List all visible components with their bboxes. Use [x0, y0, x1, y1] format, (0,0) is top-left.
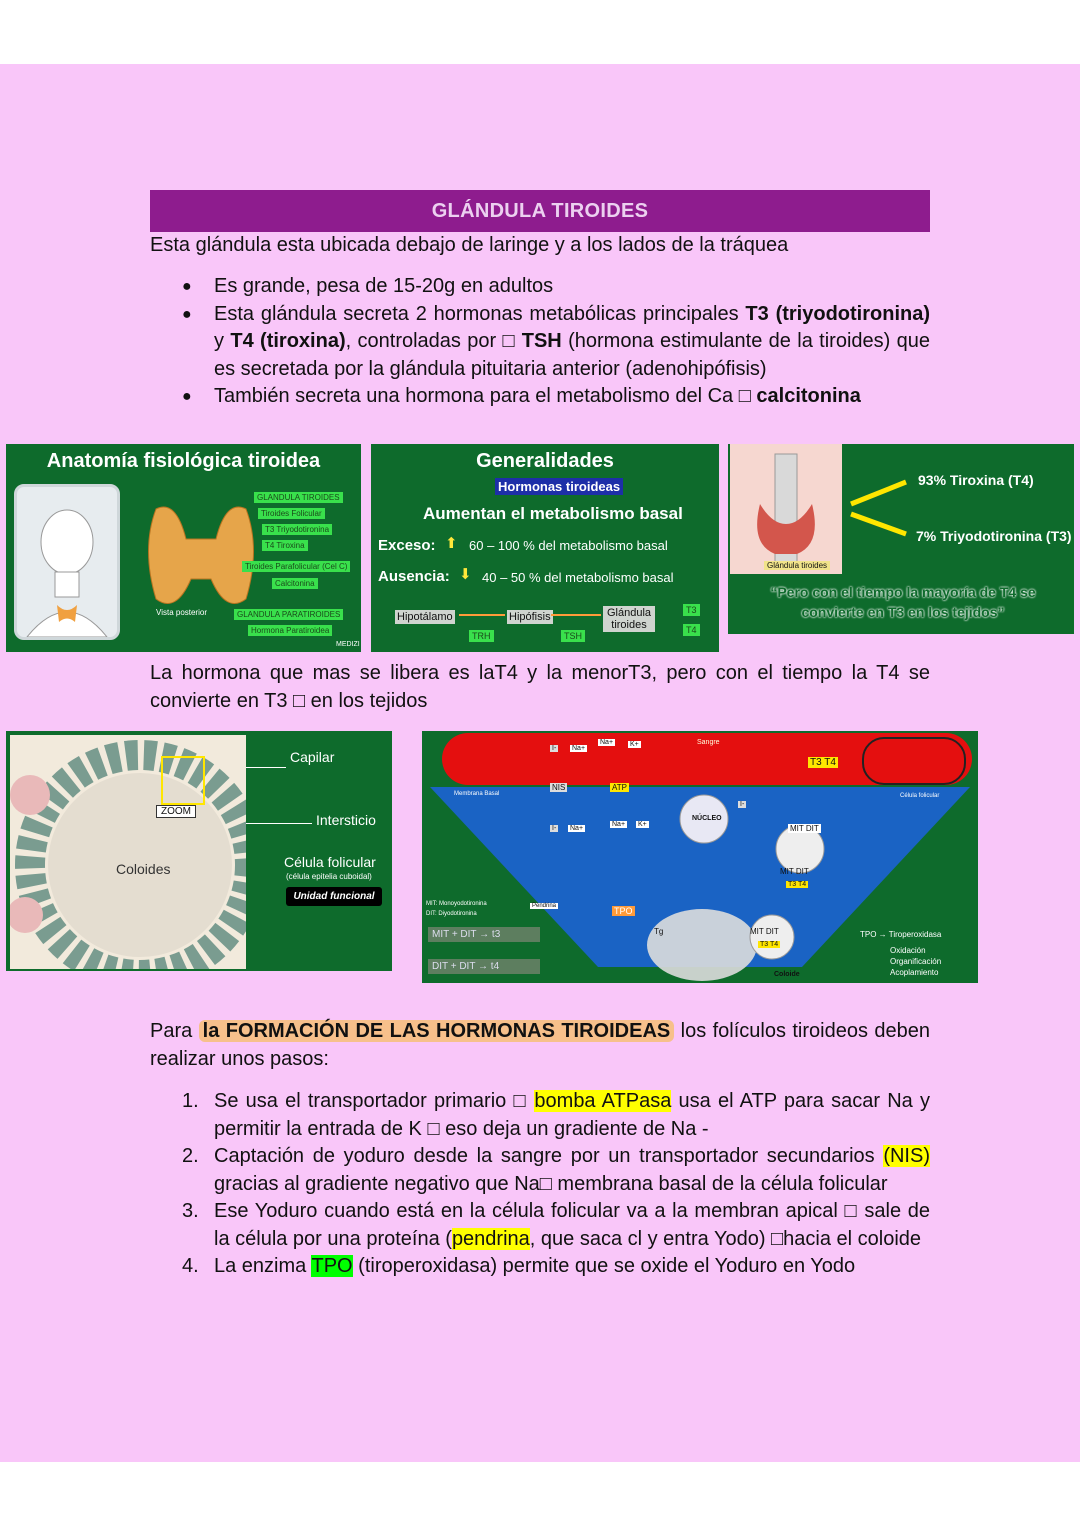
zoom-label: ZOOM: [156, 805, 196, 818]
neck-illustration: [730, 444, 842, 574]
step-4: 4. La enzima TPO (tiroperoxidasa) permite que se oxide el Yoduro en Yodo: [182, 1255, 856, 1277]
exceso-value: 60 – 100 % del metabolismo basal: [469, 538, 668, 553]
follicle-image: [10, 735, 246, 969]
nis-label: NIS: [552, 783, 566, 792]
mit-dit-1: MIT DIT: [790, 824, 819, 833]
ratio-label: Glándula tiroides: [764, 561, 830, 570]
follicle-icon: [10, 735, 246, 969]
label-intersticio: Intersticio: [316, 812, 376, 828]
ion-6: K+: [638, 821, 647, 828]
flow-tag-tsh: TSH: [561, 630, 585, 642]
step-3: 3. Ese Yoduro cuando está en la célula folicular va a la membran apical □ sale de la célula por una proteína (pendrina, que saca cl y entra Yodo) □hacia el coloide: [182, 1200, 930, 1250]
general-subtitle: Hormonas tiroideas: [495, 478, 623, 495]
tag-0: GLANDULA TIROIDES: [254, 492, 343, 503]
steps-list: [150, 1088, 930, 1281]
intro-text: Esta glándula esta ubicada debajo de laringe y a los lados de la tráquea: [150, 234, 789, 256]
label-capilar: Capilar: [290, 749, 335, 765]
tpo-legend: TPO → Tiroperoxidasa: [860, 930, 942, 939]
ion-9: I-: [740, 801, 745, 808]
ratio-t4: 93% Tiroxina (T4): [918, 472, 1034, 488]
flow-tag-t4: T4: [683, 624, 700, 636]
flow-tag-t3: T3: [683, 604, 700, 616]
line-capilar: [246, 767, 286, 768]
atp-label: ATP: [612, 783, 627, 792]
legend-mit: MIT: Monoyodotironina: [426, 901, 487, 907]
zoom-box: [161, 756, 205, 805]
arrow-down-icon: ⬇: [459, 566, 472, 583]
flow-hipofisis: Hipófisis: [509, 611, 551, 623]
tag-4: Tiroides Parafolicular (Cel C): [242, 561, 350, 572]
ratio-t3: 7% Triyodotironina (T3): [916, 528, 1072, 544]
ion-2: Na+: [600, 739, 614, 746]
tag-3: T4 Tiroxina: [262, 540, 308, 551]
ion-3: K+: [630, 741, 639, 748]
general-line1: Aumentan el metabolismo basal: [423, 504, 683, 523]
t3t4-blood: T3 T4: [810, 757, 836, 768]
bullet-list: [150, 273, 930, 411]
unidad-funcional: Unidad funcional: [286, 887, 382, 906]
step-oxidacion: Oxidación: [890, 946, 926, 955]
arrow-up-icon: ⬆: [445, 535, 458, 552]
page-title: GLÁNDULA TIROIDES: [150, 190, 930, 232]
coloides-label: Coloides: [116, 861, 171, 877]
flow-glandula: Glándula tiroides: [603, 606, 655, 632]
membrana-label: Membrana Basal: [454, 791, 500, 797]
box-dit-dit-t4: DIT + DIT → t4: [428, 959, 540, 974]
bullet-1: ● Es grande, pesa de 15-20g en adultos: [150, 273, 930, 301]
step-1: 1. Se usa el transportador primario □ bomba ATPasa usa el ATP para sacar Na y permitir la entrada de K □ eso deja un gradiente de Na -: [182, 1090, 930, 1140]
ausencia-value: 40 – 50 % del metabolismo basal: [482, 570, 674, 585]
anatomy-title: Anatomía fisiológica tiroidea: [46, 450, 321, 472]
ion-4: Na+: [570, 825, 584, 832]
ratio-quote: “Pero con el tiempo la mayoría de T4 se convierte en T3 en los tejidos”: [770, 584, 1036, 620]
legend-dit: DIT: Diyodotironina: [426, 911, 477, 917]
anatomy-mark: MEDIZI: [336, 641, 360, 648]
sangre-label: Sangre: [697, 739, 720, 746]
general-slide: [371, 444, 719, 652]
flow-tag-trh: TRH: [469, 630, 494, 642]
mid-text: La hormona que mas se libera es laT4 y la menorT3, pero con el tiempo la T4 se convierte en T3 □ en los tejidos: [150, 662, 930, 712]
follicle-slide: [6, 731, 392, 971]
ion-1: Na+: [572, 745, 586, 752]
synthesis-slide: [422, 731, 978, 983]
formation-intro: Para la FORMACIÓN DE LAS HORMONAS TIROIDEAS los folículos tiroideos deben realizar unos pasos:: [150, 1020, 930, 1070]
bullet-2: ● Esta glándula secreta 2 hormonas metabólicas principales T3 (triyodotironina) y T4 (tiroxina), controladas por □ TSH (hormona estimulante de la tiroides) que es secretada por la glándula pituitaria anterior (adenohipófisis): [150, 301, 930, 384]
ausencia-label: Ausencia:: [378, 568, 450, 585]
coloide-label: Coloide: [774, 971, 800, 978]
tag-6: GLANDULA PARATIROIDES: [234, 609, 343, 620]
head-icon: [17, 487, 117, 637]
thyroid-icon: [136, 499, 266, 619]
ion-7: I-: [552, 745, 557, 752]
label-celula-sub: (célula epitelia cuboidal): [286, 872, 372, 881]
label-celula: Célula folicular: [284, 854, 376, 870]
flow-arrow-1: [459, 614, 505, 616]
ion-8: I-: [552, 825, 557, 832]
pendrina-label: Pendrina: [532, 903, 557, 909]
step-2: 2. Captación de yoduro desde la sangre por un transportador secundarios (NIS) gracias al gradiente negativo que Na□ membrana basal de la célula folicular: [182, 1145, 930, 1195]
tg-label: Tg: [654, 927, 664, 936]
tag-1: Tiroides Folicular: [258, 508, 325, 519]
pointer-lines: [846, 474, 916, 544]
t3t4-cell: T3 T4: [788, 881, 807, 888]
step-organificacion: Organificación: [890, 957, 942, 966]
ion-5: Na+: [612, 821, 626, 828]
step-acoplamiento: Acoplamiento: [890, 968, 939, 977]
flow-arrow-2: [551, 614, 601, 616]
tpo-label: TPO: [614, 906, 633, 916]
trachea-icon: [730, 444, 842, 574]
line-intersticio: [246, 823, 312, 824]
face-illustration: [14, 484, 120, 640]
erythrocyte: [862, 737, 966, 785]
general-title: Generalidades: [476, 450, 614, 472]
tag-7: Hormona Paratiroidea: [248, 625, 332, 636]
exceso-label: Exceso:: [378, 537, 436, 554]
ratio-slide: [728, 444, 1074, 634]
box-mit-dit-t3: MIT + DIT → t3: [428, 927, 540, 942]
mit-dit-3: MIT DIT: [750, 927, 779, 936]
anatomy-caption: Vista posterior: [156, 608, 207, 617]
flow-hipotalamo: Hipotálamo: [397, 611, 453, 623]
tag-2: T3 Triyodotironina: [262, 524, 332, 535]
mit-dit-2: MIT DIT: [780, 867, 809, 876]
nucleo-label: NÚCLEO: [692, 815, 722, 822]
anatomy-slide: [6, 444, 361, 652]
t3t4-coloid: T3 T4: [760, 941, 779, 948]
celula-label: Célula folicular: [900, 793, 940, 799]
bullet-3: ● También secreta una hormona para el metabolismo del Ca □ calcitonina: [150, 383, 930, 411]
tag-5: Calcitonina: [272, 578, 318, 589]
